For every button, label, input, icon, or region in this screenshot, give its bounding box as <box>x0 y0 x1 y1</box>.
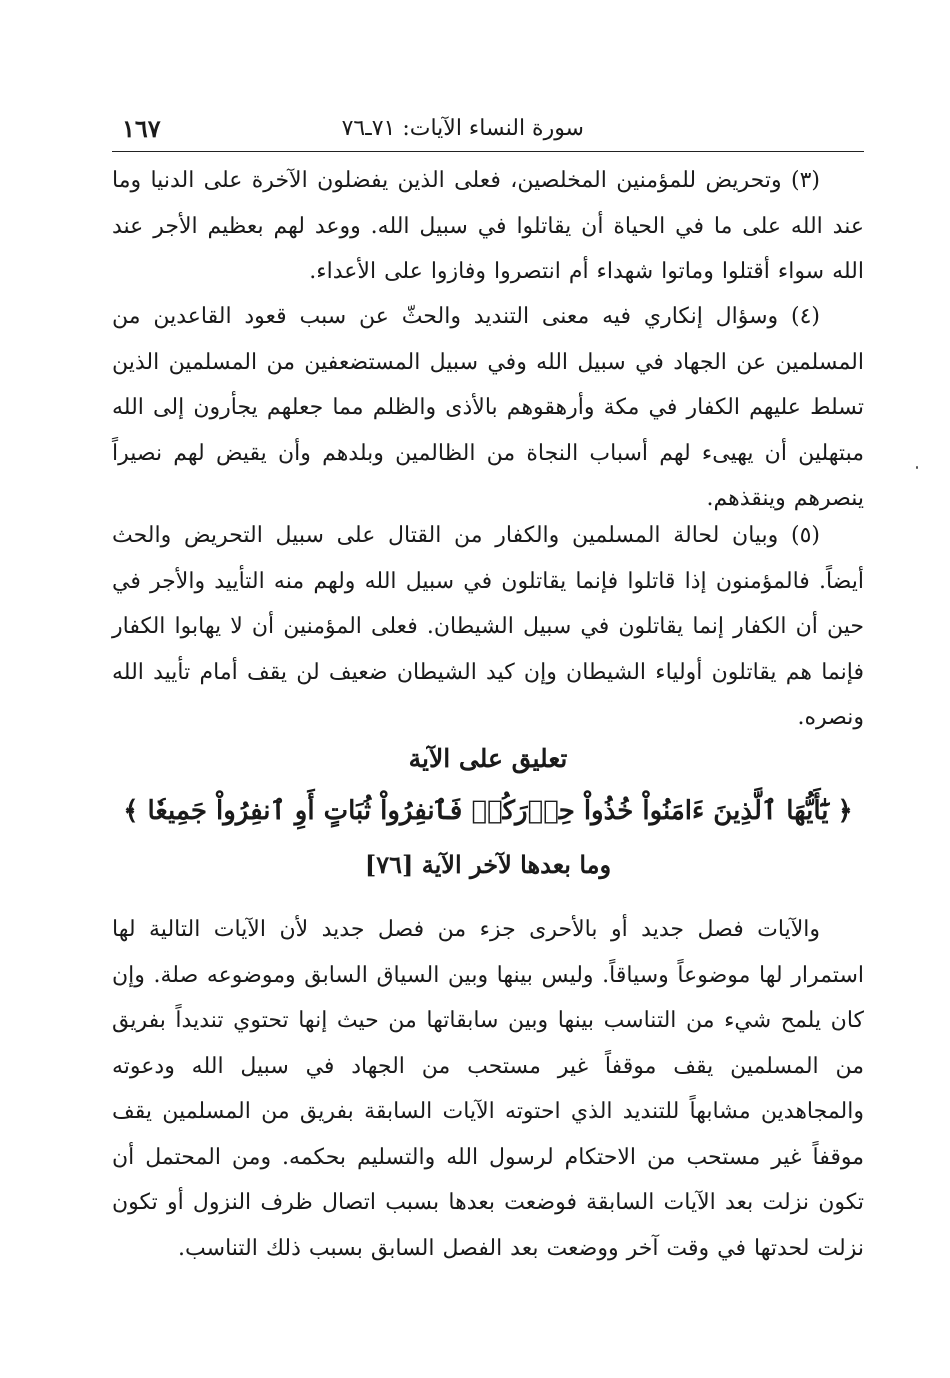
running-header <box>112 110 864 150</box>
scan-speck <box>916 466 918 469</box>
commentary-body-text: والآيات فصل جديد أو بالأحرى جزء من فصل جديد لأن الآيات التالية لها استمرار لها موضوعاً وسياقاً. وليس بينها وبين السياق السابق وموضوعه صلة. وإن كان يلمح شيء من التناسب بينها وبين سابقاتها من حيث إنها تحتوي تنديداً بفريق من المسلمين يقف موقفاً غير مستحب من الجهاد في سبيل الله ودعوته والمجاهدين مشابهاً للتنديد الذي احتوته الآيات السابقة بفريق من المسلمين يقف موقفاً غير مستحب من الاحتكام لرسول الله والتسليم بحكمه. ومن المحتمل أن تكون نزلت بعد الآيات السابقة فوضعت بعدها بسبب اتصال ظرف النزول أو تكون نزلت لحدتها في وقت آخر ووضعت بعد الفصل السابق بسبب ذلك التناسب. <box>112 917 864 1261</box>
commentary-heading: تعليق على الآية <box>408 744 568 773</box>
commentary-body <box>112 907 864 1271</box>
header-rule <box>112 151 864 152</box>
paragraph-3 <box>112 158 864 295</box>
page-number: ١٦٧ <box>122 114 161 143</box>
commentary-subheading: وما بعدها لآخر الآية [٧٦] <box>364 850 612 879</box>
paragraph-4 <box>112 294 864 522</box>
surah-title: سورة النساء الآيات: ٧١ـ٧٦ <box>341 116 584 141</box>
paragraph-5 <box>112 513 864 741</box>
paragraph-5-text: (٥) وبيان لحالة المسلمين والكفار من القتال على سبيل التحريض والحث أيضاً. فالمؤمنون إذا قاتلوا فإنما يقاتلون في سبيل الله ولهم منه التأييد والأجر في حين أن الكفار إنما يقاتلون في سبيل الشيطان. فعلى المؤمنين أن لا يهابوا الكفار فإنما هم يقاتلون أولياء الشيطان وإن كيد الشيطان ضعيف لن يقف أمام تأييد الله ونصره. <box>112 523 864 730</box>
paragraph-4-text: (٤) وسؤال إنكاري فيه معنى التنديد والحثّ عن سبب قعود القاعدين من المسلمين عن الجهاد في سبيل الله وفي سبيل المستضعفين من المسلمين الذين تسلط عليهم الكفار في مكة وأرهقوهم بالأذى والظلم مما جعلهم يجأرون إلى الله مبتهلين أن يهيىء لهم أسباب النجاة من الظالمين وبلدهم وأن يقيض لهم نصيراً ينصرهم وينقذهم. <box>112 304 864 511</box>
quran-verse: ﴿ يَٰٓأَيُّهَا ٱلَّذِينَ ءَامَنُواْ خُذُواْ حِذۡرَكُمۡ فَٱنفِرُواْ ثُبَاتٍ أَوِ ٱنفِرُواْ جَمِيعٗا ﴾ <box>123 796 853 826</box>
paragraph-3-text: (٣) وتحريض للمؤمنين المخلصين، فعلى الذين يفضلون الآخرة على الدنيا وما عند الله على ما في الحياة أن يقاتلوا في سبيل الله. ووعد لهم بعظيم الأجر عند الله سواء أقتلوا وماتوا شهداء أم انتصروا وفازوا على الأعداء. <box>112 168 864 284</box>
